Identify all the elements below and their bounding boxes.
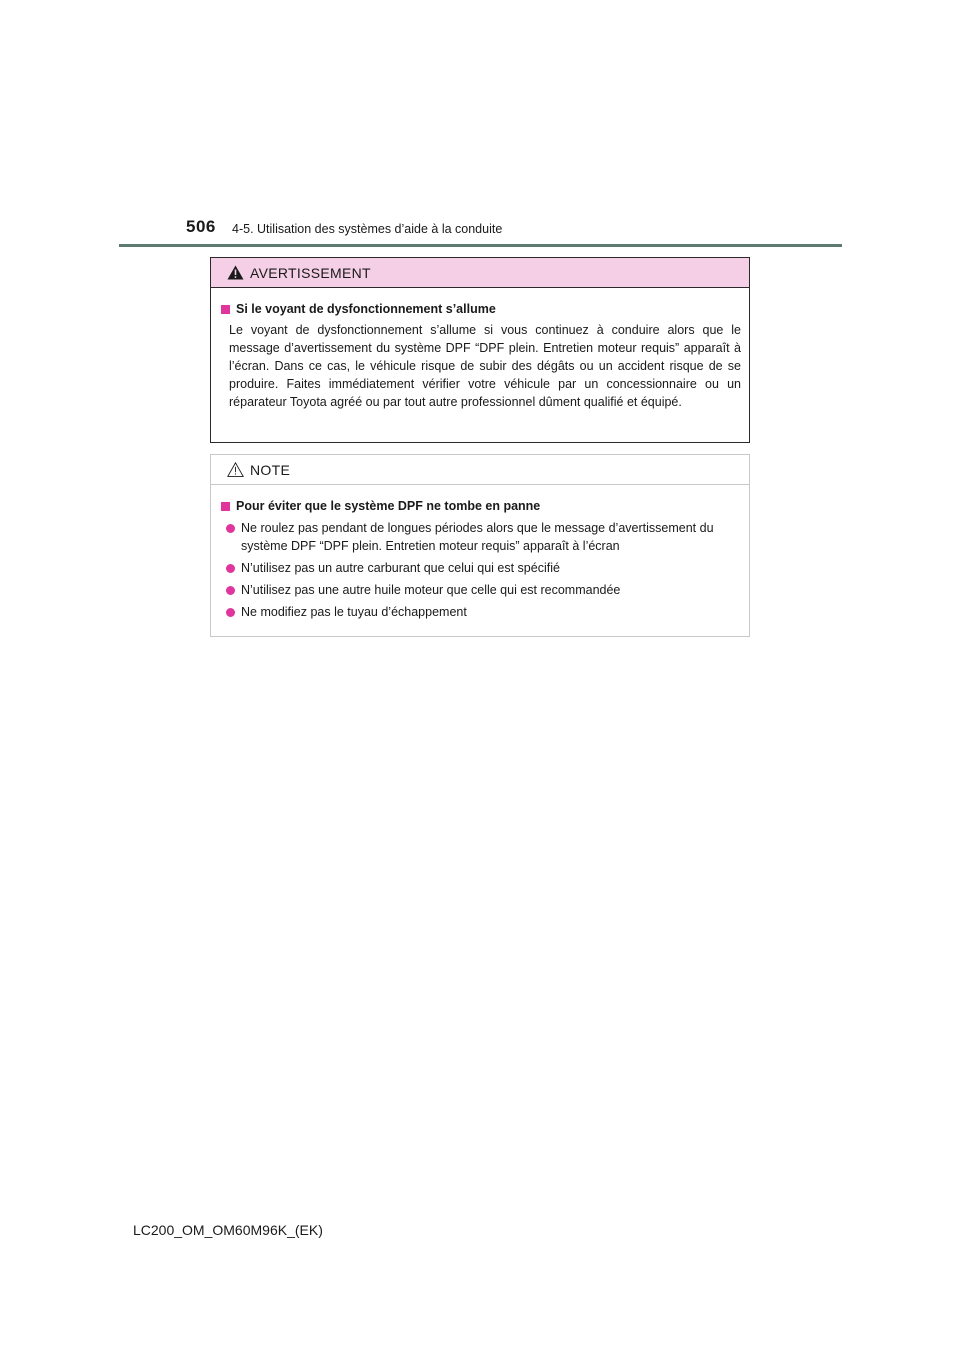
warning-triangle-icon: [227, 265, 244, 280]
header-divider: [119, 244, 842, 247]
list-item: [221, 519, 741, 555]
page-number: 506: [186, 217, 216, 236]
list-item: [221, 603, 741, 621]
round-bullet-icon: [226, 524, 235, 533]
warning-heading-text: Si le voyant de dysfonctionnement s’allume: [236, 302, 496, 316]
list-item-text: N’utilisez pas un autre carburant que celui qui est spécifié: [241, 561, 560, 575]
note-body: [211, 485, 749, 621]
note-box-header: [211, 455, 749, 485]
caution-triangle-icon: [227, 462, 244, 477]
list-item-text: N’utilisez pas une autre huile moteur que celle qui est recommandée: [241, 583, 621, 597]
note-heading: [221, 497, 741, 515]
round-bullet-icon: [226, 608, 235, 617]
list-item: [221, 581, 741, 599]
warning-paragraph: Le voyant de dysfonctionnement s’allume si vous continuez à conduire alors que le message d’avertissement du système DPF “DPF plein. Entretien moteur requis” apparaît à l’écran. Dans ce cas, le véhicule risque de subir des dégâts ou un accident risque de se produire. Faites immédiatement vérifier votre véhicule par un concessionnaire ou un réparateur Toyota agréé ou par tout autre professionnel dûment qualifié et équipé.: [229, 323, 741, 409]
warning-title: AVERTISSEMENT: [250, 264, 371, 281]
list-item: [221, 559, 741, 577]
round-bullet-icon: [226, 586, 235, 595]
note-heading-text: Pour éviter que le système DPF ne tombe en panne: [236, 499, 541, 513]
document-code: LC200_OM_OM60M96K_(EK): [133, 1222, 323, 1238]
warning-box-header: [211, 258, 749, 288]
list-item-text: Ne roulez pas pendant de longues périodes alors que le message d’avertissement du système DPF “DPF plein. Entretien moteur requis” apparaît à l’écran: [241, 521, 714, 553]
note-box: [210, 454, 750, 637]
note-list: [221, 519, 741, 621]
note-title: NOTE: [250, 461, 291, 478]
warning-body: [211, 288, 749, 411]
square-bullet-icon: [221, 502, 230, 511]
warning-heading: [221, 300, 741, 318]
round-bullet-icon: [226, 564, 235, 573]
warning-box: [210, 257, 750, 443]
section-title: 4-5. Utilisation des systèmes d’aide à la conduite: [232, 222, 503, 236]
list-item-text: Ne modifiez pas le tuyau d’échappement: [241, 605, 467, 619]
square-bullet-icon: [221, 305, 230, 314]
